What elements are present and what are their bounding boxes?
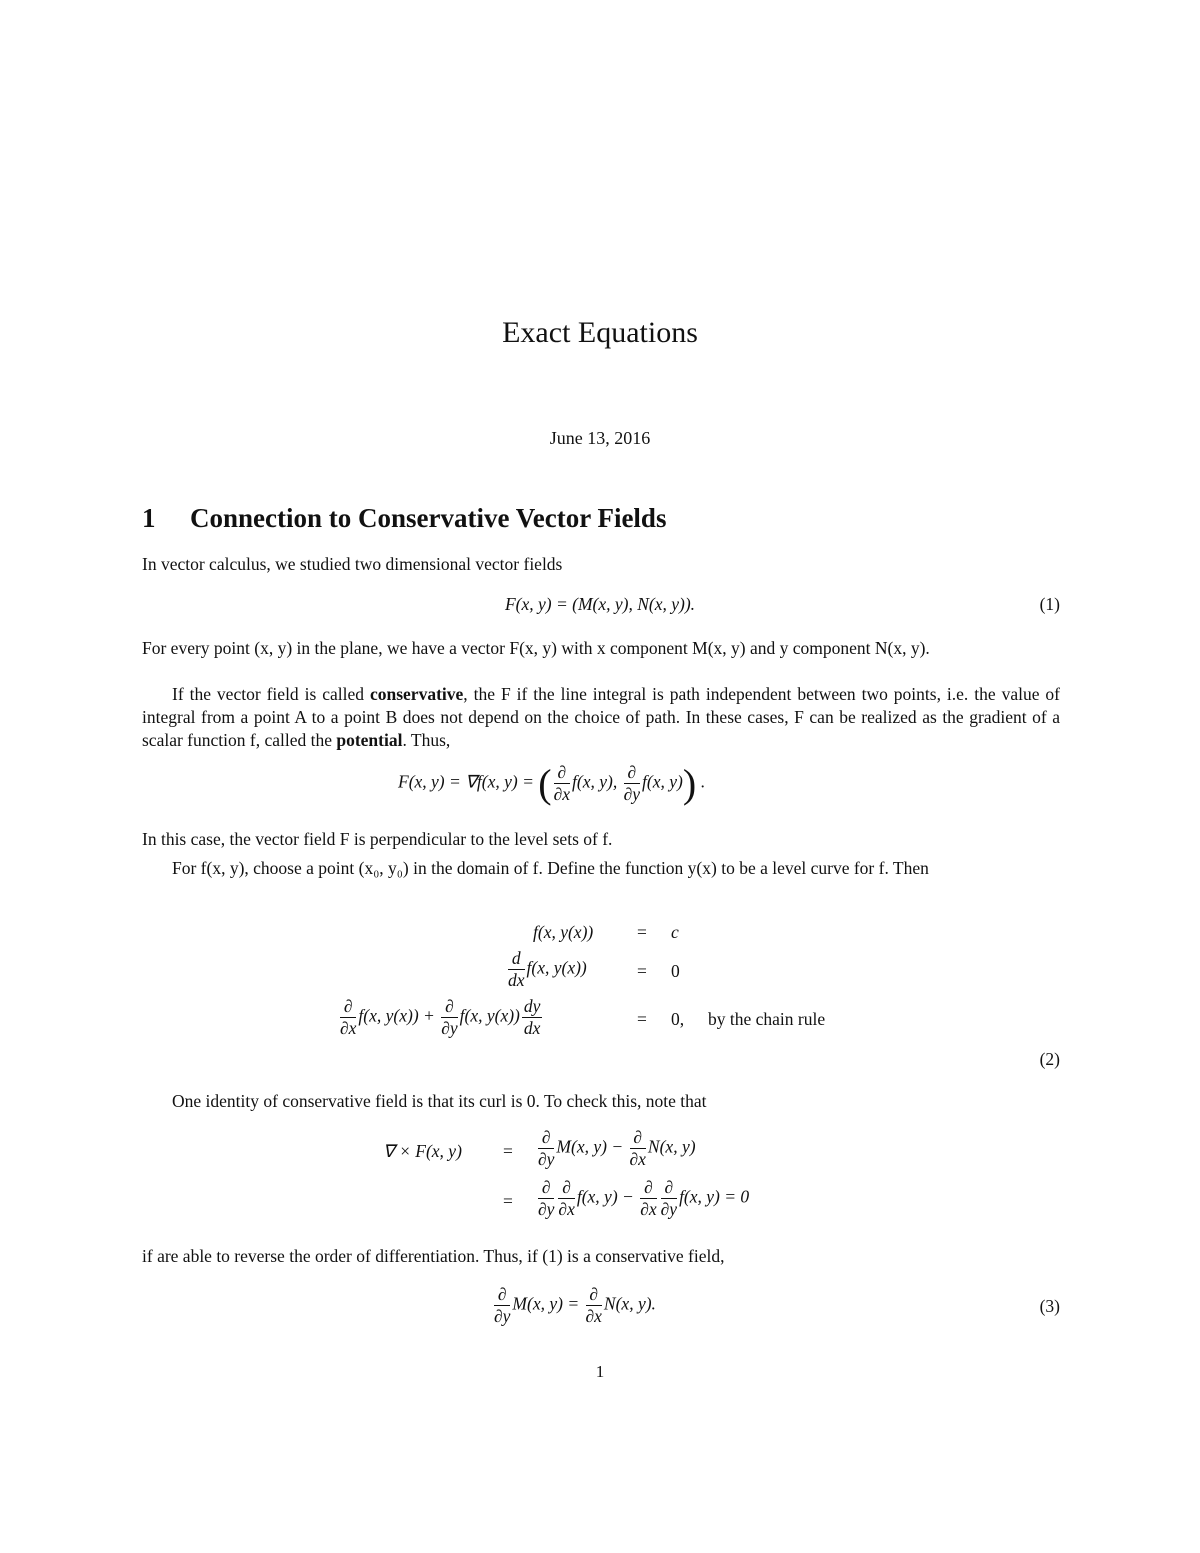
eq2-row3-term1: f(x, y(x)) +	[358, 1005, 435, 1026]
eq2-row3-term2: f(x, y(x))	[459, 1005, 520, 1026]
section-heading	[142, 503, 666, 534]
partial-denominator-x: ∂x	[558, 1199, 575, 1219]
partial-numerator: ∂	[661, 1177, 677, 1199]
paragraph-intro: In vector calculus, we studied two dimensional vector fields	[142, 554, 563, 574]
partial-numerator: ∂	[624, 762, 640, 784]
equation-3-rhs: N(x, y).	[603, 1293, 656, 1314]
partial-denominator-y: ∂y	[538, 1149, 555, 1169]
paragraph-conservative	[142, 683, 1060, 752]
partial-denominator-x: ∂x	[340, 1018, 357, 1038]
partial-denominator-y: ∂y	[538, 1199, 555, 1219]
paragraph-point: For every point (x, y) in the plane, we have a vector F(x, y) with x component M(x, y) and y component N(x, y).	[142, 638, 930, 658]
curl-row2-term2: f(x, y) = 0	[679, 1186, 750, 1207]
eq2-row1-rhs: c	[671, 922, 679, 942]
paragraph-reverse-order: if are able to reverse the order of differentiation. Thus, if (1) is a conservative field,	[142, 1246, 725, 1266]
eq2-row3-note: by the chain rule	[708, 1009, 826, 1029]
dy-numerator: dy	[523, 996, 541, 1016]
curl-row2-term1: f(x, y) −	[576, 1186, 634, 1207]
partial-y-fraction	[661, 1177, 677, 1220]
equation-gradient	[398, 760, 705, 807]
section-title: Connection to Conservative Vector Fields	[190, 503, 667, 533]
section-number: 1	[142, 503, 156, 533]
equation-3-number: (3)	[1039, 1296, 1060, 1316]
partial-numerator: ∂	[558, 1177, 574, 1199]
equation-1-body: F(x, y) = (M(x, y), N(x, y)).	[504, 594, 696, 614]
partial-numerator: ∂	[441, 996, 457, 1018]
partial-y-fraction	[624, 762, 640, 805]
equation-1-number: (1)	[1039, 594, 1060, 614]
partial-numerator: ∂	[538, 1127, 554, 1149]
partial-numerator: ∂	[554, 762, 570, 784]
dx-denominator: dx	[508, 970, 525, 990]
paragraph-conservative-c: . Thus,	[402, 730, 451, 750]
left-paren-icon: (	[538, 761, 552, 806]
partial-numerator: ∂	[586, 1284, 602, 1306]
partial-y-fraction	[441, 996, 457, 1039]
eq2-row3-rhs: 0,	[671, 1009, 685, 1029]
eq2-row1-lhs: f(x, y(x))	[533, 922, 594, 942]
paragraph-level-sets: In this case, the vector field F is perpendicular to the level sets of f.	[142, 829, 613, 849]
equation-1	[0, 594, 1200, 615]
document-date: June 13, 2016	[549, 428, 651, 448]
right-paren-icon: )	[682, 761, 697, 806]
partial-y-fraction	[538, 1177, 554, 1220]
gradient-fx: f(x, y),	[572, 771, 618, 792]
eq2-row2-rhs: 0	[671, 961, 680, 981]
curl-row1-term2: N(x, y)	[647, 1136, 696, 1157]
gradient-fy: f(x, y)	[642, 771, 683, 792]
curl-row1-equals: =	[503, 1141, 513, 1161]
partial-x-fraction	[554, 762, 570, 805]
d-numerator: d	[508, 948, 525, 970]
document-title: Exact Equations	[502, 316, 698, 349]
eq2-row2-lhs	[506, 948, 587, 991]
paragraph-level-curve: For f(x, y), choose a point (x₀, y₀) in the domain of f. Define the function y(x) to be a level curve for f. Then	[172, 858, 929, 878]
paragraph-conservative-a: If the vector field is called	[172, 684, 370, 704]
term-potential: potential	[336, 730, 403, 750]
partial-denominator-x: ∂x	[585, 1306, 602, 1326]
partial-y-fraction	[538, 1127, 554, 1170]
partial-denominator-x: ∂x	[629, 1149, 646, 1169]
curl-lhs: ∇ × F(x, y)	[383, 1141, 462, 1161]
partial-x-fraction	[586, 1284, 602, 1327]
paragraph-conservative-b: , the F if the line integral is path independent between two points, i.e. the value of integral from a point A to a point B does not depend on the choice of path. In these cases, F can be realized as the gradient of a scalar function f, called the	[142, 684, 1060, 750]
dx-denominator: dx	[523, 1018, 541, 1038]
d-dx-fraction	[508, 948, 525, 991]
eq2-row2-function: f(x, y(x))	[526, 957, 587, 978]
curl-row1-term1: M(x, y) −	[556, 1136, 624, 1157]
partial-x-fraction	[630, 1127, 646, 1170]
partial-numerator: ∂	[640, 1177, 656, 1199]
equation-3	[492, 1284, 656, 1327]
partial-numerator: ∂	[494, 1284, 510, 1306]
eq2-row3-lhs	[338, 996, 544, 1039]
partial-numerator: ∂	[538, 1177, 554, 1199]
partial-denominator-y: ∂y	[623, 784, 640, 804]
partial-x-fraction	[340, 996, 356, 1039]
partial-denominator-x: ∂x	[553, 784, 571, 804]
gradient-lhs: F(x, y) = ∇f(x, y) =	[398, 771, 534, 792]
partial-x-fraction	[640, 1177, 656, 1220]
term-conservative: conservative	[369, 684, 464, 704]
eq2-row1-equals: =	[637, 922, 647, 942]
partial-x-fraction	[558, 1177, 574, 1220]
paragraph-curl: One identity of conservative field is that its curl is 0. To check this, note that	[172, 1091, 707, 1111]
partial-denominator-y: ∂y	[494, 1306, 511, 1326]
partial-denominator-x: ∂x	[640, 1199, 657, 1219]
partial-denominator-y: ∂y	[441, 1018, 458, 1038]
eq2-row2-equals: =	[637, 961, 647, 981]
partial-numerator: ∂	[630, 1127, 646, 1149]
dy-dx-fraction	[522, 996, 543, 1039]
equation-2-number: (2)	[1039, 1049, 1060, 1069]
partial-denominator-y: ∂y	[660, 1199, 678, 1219]
partial-numerator: ∂	[340, 996, 356, 1018]
equation-3-lhs: M(x, y) =	[512, 1293, 580, 1314]
page-number: 1	[595, 1362, 605, 1381]
partial-y-fraction	[494, 1284, 510, 1327]
curl-row2-rhs	[536, 1177, 749, 1220]
curl-row2-equals: =	[503, 1191, 513, 1211]
eq2-row3-equals: =	[637, 1009, 647, 1029]
gradient-end: .	[700, 771, 705, 792]
curl-row1-rhs	[536, 1127, 696, 1170]
